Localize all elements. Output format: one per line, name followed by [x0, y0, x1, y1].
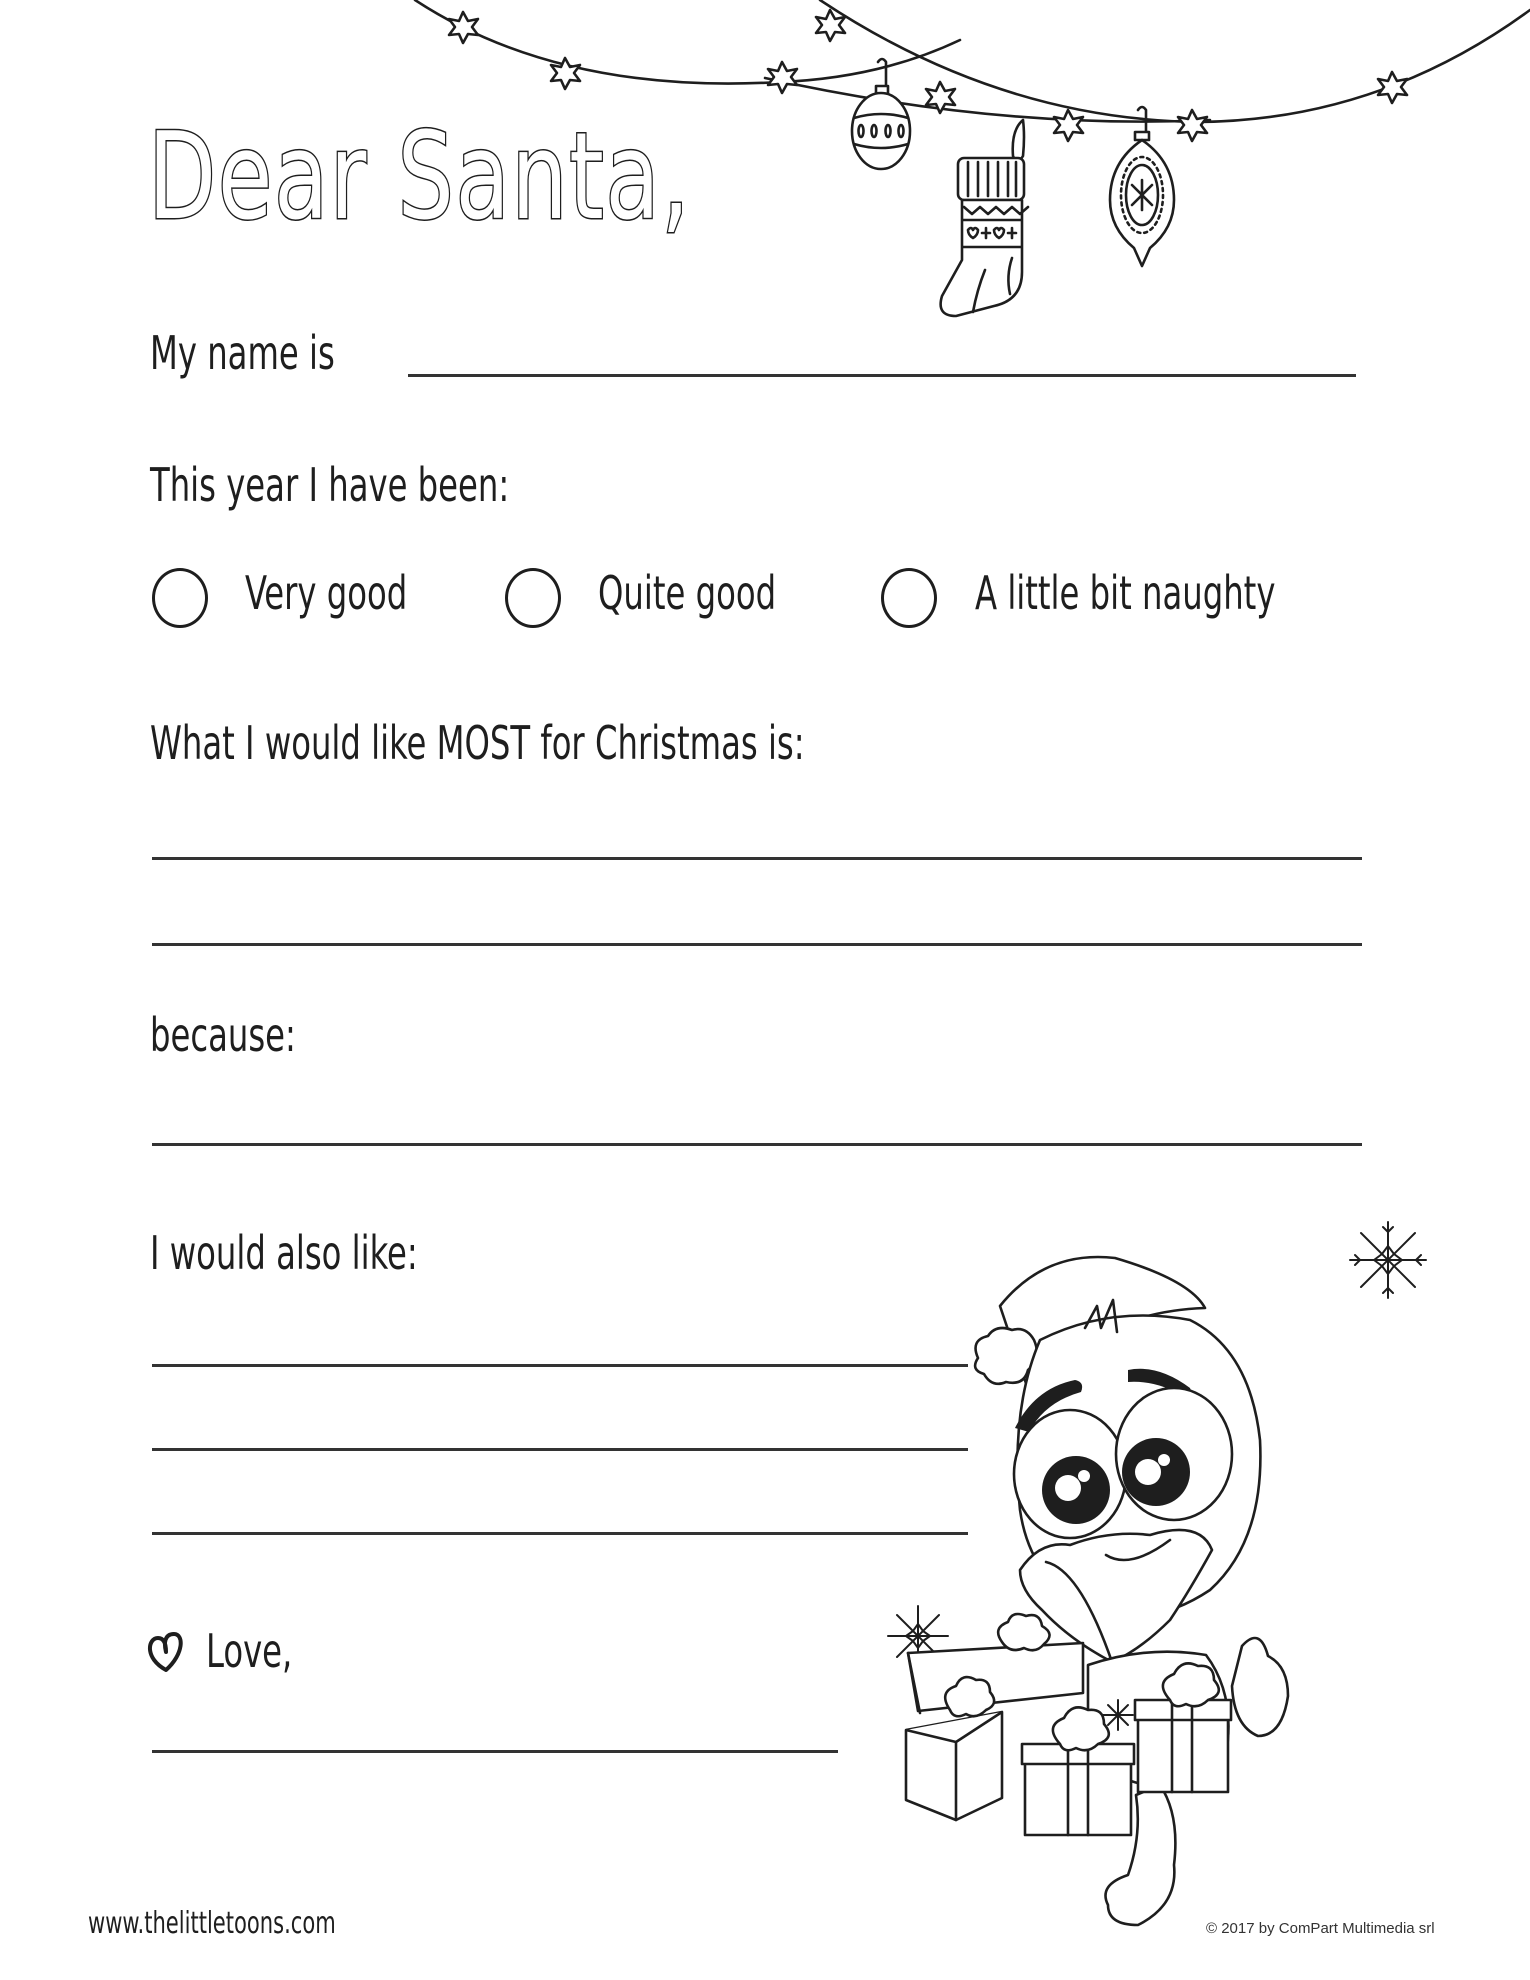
- radio-very-good[interactable]: [152, 568, 208, 628]
- option-very-good-label: Very good: [245, 566, 408, 620]
- also-like-input-line-2[interactable]: [152, 1448, 968, 1451]
- bauble-ornament-icon: [852, 59, 910, 169]
- snowflake-icon: [1350, 1222, 1426, 1298]
- radio-quite-good[interactable]: [505, 568, 561, 628]
- also-like-input-line-1[interactable]: [152, 1364, 968, 1367]
- option-quite-good-label: Quite good: [598, 566, 777, 620]
- radio-little-naughty[interactable]: [881, 568, 937, 628]
- option-little-naughty-label: A little bit naughty: [975, 566, 1276, 620]
- duck-illustration: [870, 1210, 1470, 1830]
- copyright-text: © 2017 by ComPart Multimedia srl: [1206, 1920, 1435, 1937]
- because-label: because:: [150, 1008, 296, 1062]
- wish-input-line-2[interactable]: [152, 943, 1362, 946]
- also-like-label: I would also like:: [150, 1226, 418, 1280]
- heart-icon: [148, 1630, 184, 1674]
- website-link[interactable]: www.thelittletoons.com: [88, 1906, 336, 1941]
- behavior-label: This year I have been:: [150, 458, 510, 512]
- drop-ornament-icon: [1110, 107, 1174, 266]
- signature-input-line[interactable]: [152, 1750, 838, 1753]
- wish-label: What I would like MOST for Christmas is:: [150, 716, 805, 770]
- name-input-line[interactable]: [408, 374, 1356, 377]
- wish-input-line-1[interactable]: [152, 857, 1362, 860]
- letter-title: Dear Santa,: [148, 108, 692, 247]
- signoff-label: Love,: [206, 1624, 293, 1678]
- also-like-input-line-3[interactable]: [152, 1532, 968, 1535]
- name-label: My name is: [150, 326, 335, 380]
- stocking-ornament-icon: [941, 120, 1028, 316]
- because-input-line[interactable]: [152, 1143, 1362, 1146]
